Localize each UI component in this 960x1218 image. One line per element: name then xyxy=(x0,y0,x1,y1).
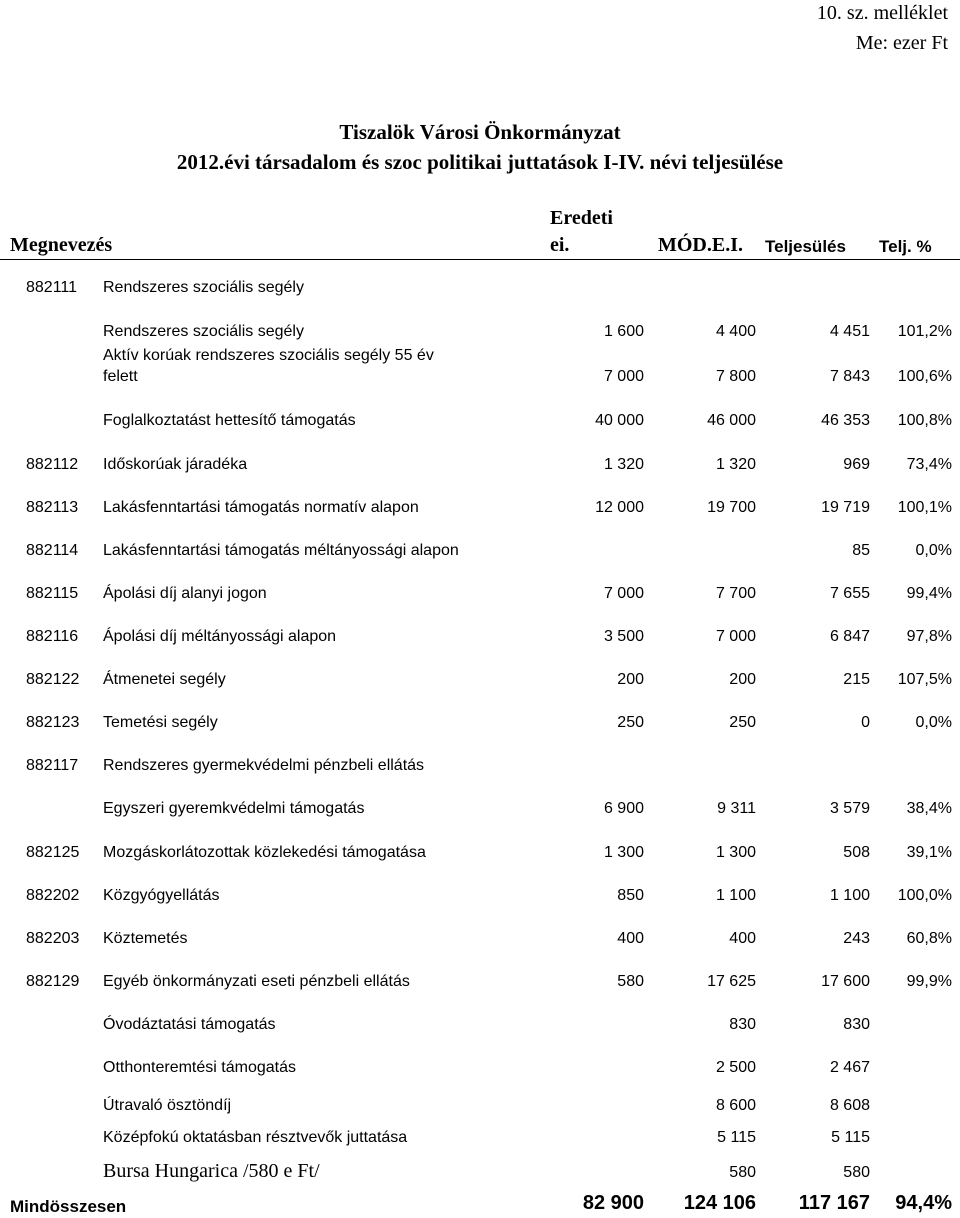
row-percent: 100,8% xyxy=(897,412,952,429)
row-code: 882117 xyxy=(26,757,79,774)
row-name: Lakásfenntartási támogatás normatív alapon xyxy=(103,499,419,516)
row-name: Aktív korúak rendszeres szociális segély 55 év xyxy=(103,347,434,364)
col-header-original-2: ei. xyxy=(550,234,570,256)
row-fulfilled: 4 451 xyxy=(829,323,870,340)
row-percent: 0,0% xyxy=(915,714,952,731)
row-modified: 7 700 xyxy=(715,585,756,602)
row-original: 3 500 xyxy=(603,628,644,645)
row-code: 882115 xyxy=(26,585,79,602)
row-fulfilled: 580 xyxy=(843,1164,870,1181)
col-header-percent: Telj. % xyxy=(879,237,932,256)
row-code: 882203 xyxy=(26,930,80,947)
row-name: Rendszeres szociális segély xyxy=(103,323,304,340)
row-modified: 200 xyxy=(729,671,756,688)
row-name: Temetési segély xyxy=(103,714,218,731)
row-fulfilled: 508 xyxy=(843,844,870,861)
row-modified: 7 800 xyxy=(715,368,756,385)
row-modified: 1 300 xyxy=(715,844,756,861)
col-header-original-1: Eredeti xyxy=(550,207,613,229)
row-modified: 830 xyxy=(729,1016,756,1033)
row-fulfilled: 830 xyxy=(843,1016,870,1033)
row-modified: 400 xyxy=(729,930,756,947)
row-name: Útravaló ösztöndíj xyxy=(103,1097,232,1114)
row-original: 250 xyxy=(617,714,644,731)
row-modified: 19 700 xyxy=(707,499,756,516)
row-percent: 0,0% xyxy=(915,542,952,559)
row-percent: 101,2% xyxy=(897,323,952,340)
row-original: 12 000 xyxy=(595,499,644,516)
row-fulfilled: 6 847 xyxy=(829,628,870,645)
row-modified: 8 600 xyxy=(715,1097,756,1114)
row-name: Középfokú oktatásban résztvevők juttatása xyxy=(103,1129,408,1146)
annex-label: 10. sz. melléklet xyxy=(816,2,948,24)
total-fulfilled: 117 167 xyxy=(798,1192,870,1214)
row-fulfilled: 17 600 xyxy=(821,973,870,990)
row-percent: 38,4% xyxy=(906,800,952,817)
row-code: 882123 xyxy=(26,714,80,731)
row-code: 882125 xyxy=(26,844,80,861)
row-fulfilled: 3 579 xyxy=(829,800,870,817)
row-fulfilled: 2 467 xyxy=(829,1059,870,1076)
row-percent: 100,6% xyxy=(897,368,952,385)
row-fulfilled: 5 115 xyxy=(831,1129,870,1146)
row-percent: 100,1% xyxy=(897,499,952,516)
row-original: 1 300 xyxy=(603,844,644,861)
row-percent: 107,5% xyxy=(897,671,952,688)
row-modified: 1 320 xyxy=(715,456,756,473)
row-original: 580 xyxy=(617,973,644,990)
row-percent: 97,8% xyxy=(906,628,952,645)
row-fulfilled: 85 xyxy=(852,542,870,559)
title-line-1: Tiszalök Városi Önkormányzat xyxy=(339,120,621,144)
row-original: 7 000 xyxy=(603,368,644,385)
row-original: 400 xyxy=(617,930,644,947)
col-header-fulfilled: Teljesülés xyxy=(765,237,846,256)
row-fulfilled: 7 843 xyxy=(829,368,870,385)
row-name: Átmenetei segély xyxy=(103,671,226,688)
row-percent: 99,4% xyxy=(906,585,952,602)
row-percent: 39,1% xyxy=(906,844,952,861)
row-name-cont: felett xyxy=(103,368,138,385)
row-modified: 1 100 xyxy=(715,887,756,904)
row-name: Közgyógyellátás xyxy=(103,887,220,904)
row-percent: 73,4% xyxy=(906,456,952,473)
row-name: Ápolási díj alanyi jogon xyxy=(103,585,267,602)
row-fulfilled: 1 100 xyxy=(829,887,870,904)
header-divider xyxy=(0,259,960,260)
row-fulfilled: 19 719 xyxy=(821,499,870,516)
row-name: Bursa Hungarica /580 e Ft/ xyxy=(103,1160,320,1182)
row-name: Óvodáztatási támogatás xyxy=(103,1016,276,1033)
row-code: 882116 xyxy=(26,628,79,645)
row-name: Otthonteremtési támogatás xyxy=(103,1059,296,1076)
title-line-2: 2012.évi társadalom és szoc politikai juttatások I-IV. névi teljesülése xyxy=(176,150,784,174)
total-label: Mindösszesen xyxy=(10,1197,127,1216)
row-name: Köztemetés xyxy=(103,930,188,947)
col-header-name: Megnevezés xyxy=(10,234,113,256)
row-name: Rendszeres szociális segély xyxy=(103,279,304,296)
row-original: 850 xyxy=(617,887,644,904)
row-fulfilled: 0 xyxy=(861,714,870,731)
row-name: Ápolási díj méltányossági alapon xyxy=(103,628,337,645)
row-fulfilled: 46 353 xyxy=(821,412,870,429)
row-code: 882114 xyxy=(26,542,79,559)
row-modified: 46 000 xyxy=(707,412,756,429)
row-code: 882112 xyxy=(26,456,79,473)
row-original: 1 600 xyxy=(603,323,644,340)
row-original: 7 000 xyxy=(603,585,644,602)
row-fulfilled: 7 655 xyxy=(829,585,870,602)
row-name: Rendszeres gyermekvédelmi pénzbeli ellátás xyxy=(103,757,425,774)
row-modified: 9 311 xyxy=(717,800,756,817)
row-code: 882113 xyxy=(26,499,79,516)
row-fulfilled: 969 xyxy=(843,456,870,473)
unit-label: Me: ezer Ft xyxy=(855,32,948,54)
col-header-modified: MÓD.E.I. xyxy=(658,234,743,256)
row-fulfilled: 8 608 xyxy=(829,1097,870,1114)
row-name: Egyszeri gyeremkvédelmi támogatás xyxy=(103,800,365,817)
row-modified: 17 625 xyxy=(707,973,756,990)
row-code: 882111 xyxy=(26,279,78,296)
row-name: Egyéb önkormányzati eseti pénzbeli ellátás xyxy=(103,973,410,990)
row-percent: 100,0% xyxy=(897,887,952,904)
row-original: 40 000 xyxy=(595,412,644,429)
total-original: 82 900 xyxy=(582,1192,644,1214)
row-original: 6 900 xyxy=(603,800,644,817)
row-modified: 5 115 xyxy=(717,1129,756,1146)
row-name: Lakásfenntartási támogatás méltányossági alapon xyxy=(103,542,459,559)
row-name: Időskorúak járadéka xyxy=(103,456,248,473)
row-code: 882202 xyxy=(26,887,80,904)
row-original: 200 xyxy=(617,671,644,688)
total-percent: 94,4% xyxy=(895,1192,952,1214)
row-modified: 4 400 xyxy=(715,323,756,340)
row-modified: 2 500 xyxy=(715,1059,756,1076)
row-percent: 99,9% xyxy=(906,973,952,990)
row-modified: 580 xyxy=(729,1164,756,1181)
row-fulfilled: 215 xyxy=(843,671,870,688)
row-modified: 250 xyxy=(729,714,756,731)
row-modified: 7 000 xyxy=(715,628,756,645)
row-fulfilled: 243 xyxy=(843,930,870,947)
row-code: 882122 xyxy=(26,671,80,688)
row-name: Foglalkoztatást hettesítő támogatás xyxy=(103,412,356,429)
row-name: Mozgáskorlátozottak közlekedési támogatása xyxy=(103,844,426,861)
row-original: 1 320 xyxy=(603,456,644,473)
row-percent: 60,8% xyxy=(906,930,952,947)
row-code: 882129 xyxy=(26,973,80,990)
total-modified: 124 106 xyxy=(683,1192,756,1214)
